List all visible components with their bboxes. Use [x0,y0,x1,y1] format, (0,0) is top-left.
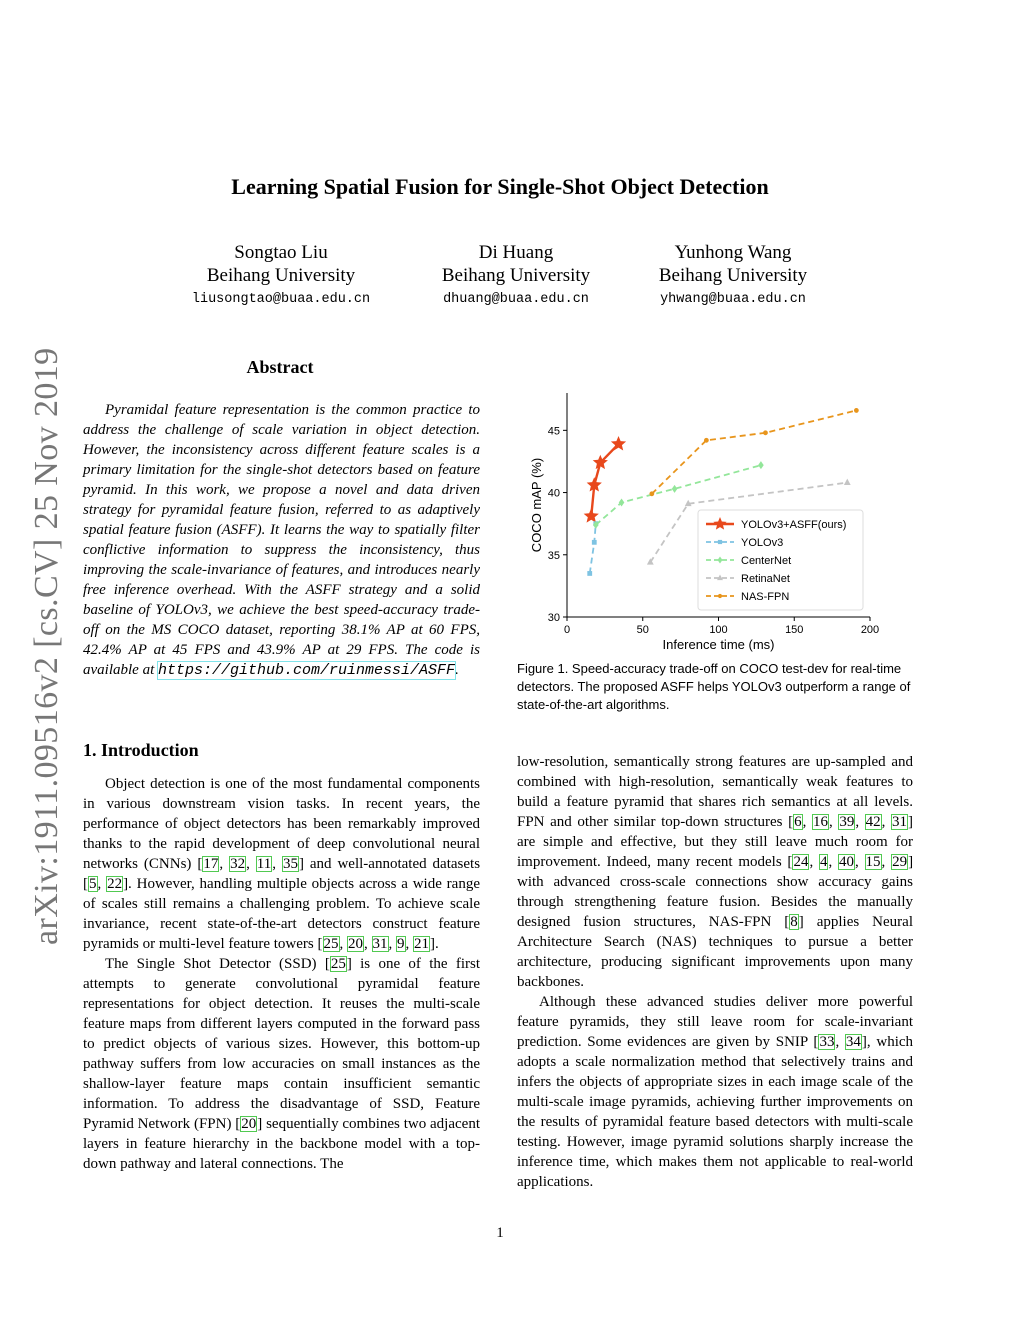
citation-link[interactable]: 31 [892,814,908,830]
paragraph-text: ]. [430,936,439,952]
data-point [844,479,851,485]
paragraph-text: , [405,936,414,952]
author-affiliation: Beihang University [658,265,808,286]
author-block [633,241,833,313]
figure-chart [515,385,915,655]
paragraph-text: , [802,814,812,830]
speed-accuracy-chart [515,385,915,655]
paragraph [83,954,480,1174]
data-point [758,461,764,469]
citation-link[interactable]: 9 [397,936,405,952]
paragraph-text: , [881,814,892,830]
legend-marker [718,540,722,544]
x-tick-label: 150 [785,624,804,636]
left-column-body [83,774,480,1174]
page-number: 1 [496,1225,504,1241]
legend-label: YOLOv3+ASFF(ours) [741,519,847,531]
paragraph-text: , [388,936,397,952]
paragraph-text: , [855,854,865,870]
citation-link[interactable]: 22 [107,876,123,892]
citation-link[interactable]: 42 [865,814,881,830]
author-block [181,241,381,313]
legend-label: NAS-FPN [741,591,790,603]
citation-link[interactable]: 31 [372,936,388,952]
data-point [704,438,709,443]
citation-link[interactable]: 39 [839,814,855,830]
paragraph-text: ] and well-annotated datasets [ [83,856,481,892]
citation-link[interactable]: 8 [790,914,798,930]
series-line [652,410,857,493]
abstract-tail: . [455,662,459,678]
author-affiliation: Beihang University [206,265,356,286]
author-email[interactable]: yhwang@buaa.edu.cn [660,292,806,307]
paragraph-text: , [809,854,819,870]
citation-link[interactable]: 25 [323,936,339,952]
figure-caption: Figure 1. Speed-accuracy trade-off on COCO test-dev for real-time detectors. The proposed ASFF helps YOLOv3 outperform a range of state-of-the-art algorithms. [517,661,911,712]
legend-label: CenterNet [741,555,792,567]
paragraph [517,992,913,1192]
x-tick-label: 100 [709,624,728,636]
paragraph-text: , [828,814,839,830]
abstract-heading: Abstract [246,357,314,377]
data-point [649,491,654,496]
paragraph-text: , [272,856,282,872]
citation-link[interactable]: 16 [812,814,828,830]
author-email[interactable]: dhuang@buaa.edu.cn [443,292,589,307]
x-tick-label: 50 [636,624,649,636]
paragraph-text: , [855,814,865,830]
paragraph-text: , [339,936,348,952]
paragraph [83,774,480,954]
y-tick-label: 45 [547,425,560,438]
paragraph-text: ] is one of the first attempts to generate convolutional pyramidal feature representations for object detection. It reuses the multi-scale feature maps from different layers computed in the forward pass to predict objects of various sizes. However, this bottom-up pathway suffers from low accuracies on small instances as the shallow-layer feature maps contain insufficient semantic information. To address the disadvantage of SSD, Feature Pyramid Network (FPN) [ [83,956,480,1132]
citation-link[interactable]: 40 [839,854,854,870]
citation-link[interactable]: 35 [282,856,298,872]
paragraph-text: , [219,856,230,872]
y-axis-label: COCO mAP (%) [529,457,544,553]
paragraph-text: ] with advanced cross-scale connections show accuracy gains through strengthening feature fusion. Besides the manually designed fusion structures, NAS-FPN [ [517,854,914,930]
section-heading: 1. Introduction [83,740,199,760]
data-point [672,485,678,493]
paragraph-text: , [835,1034,845,1050]
citation-link[interactable]: 20 [241,1116,257,1132]
author-name: Di Huang [478,242,554,263]
code-link[interactable]: https://github.com/ruinmessi/ASFF [158,662,456,679]
y-tick-label: 35 [547,549,560,562]
citation-link[interactable]: 20 [348,936,364,952]
citation-link[interactable]: 34 [845,1034,861,1050]
citation-link[interactable]: 4 [819,854,828,870]
author-email[interactable]: liusongtao@buaa.edu.cn [191,292,371,307]
citation-link[interactable]: 25 [330,956,346,972]
citation-link[interactable]: 6 [794,814,802,830]
author-block [416,241,616,313]
paragraph-text: Although these advanced studies deliver more powerful feature pyramids, they still leave room for scale-invariant prediction. Some evidences are given by SNIP [ [517,994,913,1050]
y-tick-label: 30 [547,612,560,624]
data-point [763,430,768,435]
citation-link[interactable]: 32 [230,856,246,872]
paragraph-text: , [364,936,372,952]
legend-label: RetinaNet [741,573,790,585]
author-affiliation: Beihang University [441,265,591,286]
paragraph-text: ] sequentially combines two adjacent layers in feature hierarchy in the backbone model with a top-down pathway and lateral connections. The [83,1116,480,1172]
citation-link[interactable]: 24 [793,854,809,870]
y-tick-label: 40 [547,487,560,500]
paragraph-text: low-resolution, semantically strong features are up-sampled and combined with high-resolution, semantically weak features to build a feature pyramid that shares rich semantics at all levels. FPN and other similar top-down structures [ [517,754,913,830]
abstract-text: Pyramidal feature representation is the common practice to address the challenge of scale variation in object detection. However, the inconsistency across different feature scales is a primary limitation for the single-shot detectors based on feature pyramid. In this work, we propose a novel and data driven strategy for pyramidal feature fusion, referred to as adaptively spatial feature fusion (ASFF). It learns the way to spatially filter conflictive information to suppress the inconsistency, thus improving the scale-invariance of features, and introduces nearly free inference overhead. With the ASFF strategy and a solid baseline of YOLOv3, we achieve the best speed-accuracy trade-off on the MS COCO dataset, reporting 38.1% AP at 60 FPS, 42.4% AP at 45 FPS and 43.9% AP at 29 FPS. The code is available at [83,402,480,678]
citation-link[interactable]: 15 [865,854,881,870]
citation-link[interactable]: 17 [203,856,219,872]
paragraph-text: , [881,854,892,870]
data-point [584,508,599,522]
data-point [587,571,592,576]
arxiv-identifier [22,345,65,945]
data-point [592,540,597,545]
legend-label: YOLOv3 [741,537,784,549]
arxiv-id-text: arXiv:1911.09516v2 [cs.CV] 25 Nov 2019 [28,347,65,945]
citation-link[interactable]: 29 [892,854,908,870]
author-name: Yunhong Wang [674,242,792,263]
citation-link[interactable]: 5 [89,876,97,892]
right-column-body [517,752,913,1192]
author-name: Songtao Liu [234,242,328,263]
x-tick-label: 0 [563,624,571,636]
legend-marker [718,594,722,598]
paragraph [517,752,913,992]
paragraph-text: ]. However, handling multiple objects across a wide range of scales still remains a challenging problem. To achieve scale invariance, recent state-of-the-art detectors construct feature pyramids or multi-level feature towers [ [83,876,480,952]
citation-link[interactable]: 33 [819,1034,835,1050]
citation-link[interactable]: 21 [414,936,430,952]
abstract-body [83,400,480,681]
series-line [590,524,596,574]
paragraph-text: The Single Shot Detector (SSD) [ [105,956,330,972]
paragraph-text: , [97,876,107,892]
x-tick-label: 200 [860,624,880,636]
data-point [854,408,859,413]
paragraph-text: Object detection is one of the most fundamental components in various downstream vision tasks. In recent years, the performance of object detectors has been remarkably improved thanks to the rapid development of deep convolutional neural networks (CNNs) [ [83,776,480,872]
paragraph-text: ], which adopts a scale normalization method that selectively trains and infers the objects of appropriate sizes in each image scale of the multi-scale image pyramids, achieving further improvements on the results of pyramidal feature based detectors with multi-scale testing. However, image pyramid solutions sharply increase the inference time, which makes them not applicable to real-world applications. [517,1034,914,1190]
citation-link[interactable]: 11 [256,856,272,872]
paragraph-text: ] are simple and effective, but they still leave much room for improvement. Indeed, many recent models [ [517,814,914,870]
paper-title: Learning Spatial Fusion for Single-Shot Object Detection [231,174,769,199]
x-axis-label: Inference time (ms) [662,637,775,652]
paragraph-text: ] applies Neural Architecture Search (NAS) techniques to pursue a better architecture, producing significant improvements upon many backbones. [517,914,913,990]
paragraph-text: , [246,856,256,872]
paragraph-text: , [828,854,838,870]
